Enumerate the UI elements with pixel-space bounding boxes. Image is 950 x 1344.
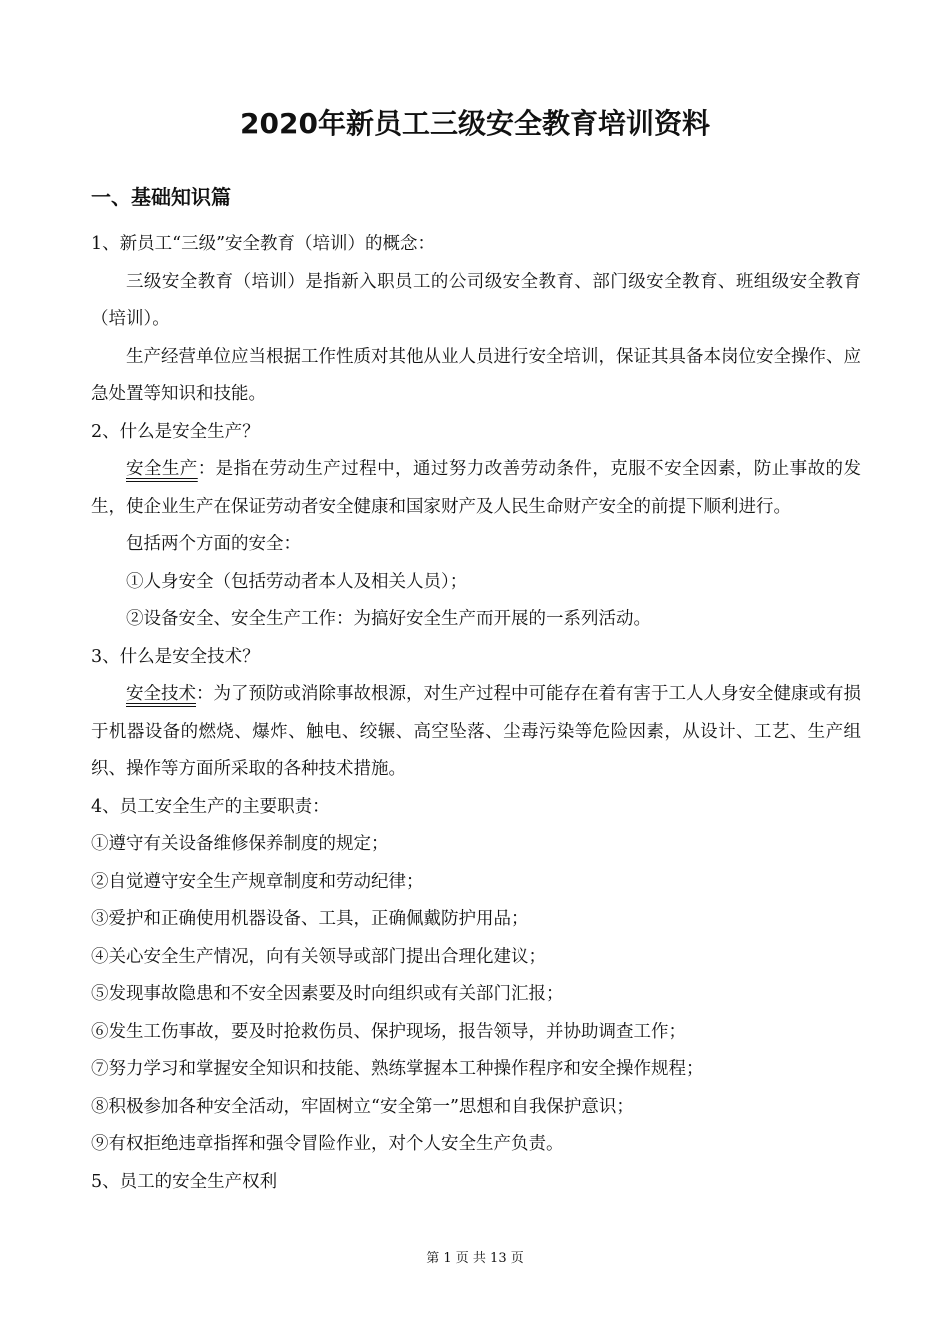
question-2-heading: 2、什么是安全生产？ [91, 421, 260, 442]
question-1-paragraph-2: 生产经营单位应当根据工作性质对其他从业人员进行安全培训，保证其具备本岗位安全操作、应急处置等知识和技能。 [91, 346, 861, 404]
duty-list-item: ①遵守有关设备维修保养制度的规定； [91, 834, 389, 854]
section-heading: 一、基础知识篇 [91, 185, 231, 209]
page-footer: 第 1 页 共 13 页 [426, 1251, 524, 1266]
duty-list-item: ②自觉遵守安全生产规章制度和劳动纪律； [91, 871, 424, 892]
duty-list-item: ⑥发生工伤事故，要及时抢救伤员、保护现场，报告领导，并协助调查工作； [91, 1021, 686, 1042]
duty-list-item: ⑦努力学习和掌握安全知识和技能、熟练掌握本工种操作程序和安全操作规程； [91, 1059, 704, 1079]
question-2-definition [91, 451, 861, 526]
duty-list-item: ⑤发现事故隐患和不安全因素要及时向组织或有关部门汇报； [91, 984, 564, 1004]
question-2-item: ①人身安全（包括劳动者本人及相关人员）； [126, 571, 468, 592]
question-3-definition-text: ：为了预防或消除事故根源，对生产过程中可能存在着有害于工人人身安全健康或有损于机器设备的燃烧、爆炸、触电、绞辗、高空坠落、尘毒污染等危险因素，从设计、工艺、生产组织、操作等方面所采取的各种技术措施。 [91, 684, 861, 779]
duty-list-item: ③爱护和正确使用机器设备、工具，正确佩戴防护用品； [91, 909, 529, 929]
term-safe-production: 安全生产 [126, 459, 198, 479]
duty-list-item: ④关心安全生产情况，向有关领导或部门提出合理化建议； [91, 946, 546, 967]
duty-list-item: ⑧积极参加各种安全活动，牢固树立“安全第一”思想和自我保护意识； [91, 1096, 634, 1117]
question-3-definition [91, 676, 861, 789]
question-4-heading: 4、员工安全生产的主要职责： [91, 796, 330, 817]
question-2-item: ②设备安全、安全生产工作：为搞好安全生产而开展的一系列活动。 [126, 609, 651, 629]
question-3-heading: 3、什么是安全技术？ [91, 646, 260, 667]
question-2-intro: 包括两个方面的安全： [126, 534, 301, 554]
duty-list-item: ⑨有权拒绝违章指挥和强令冒险作业，对个人安全生产负责。 [91, 1134, 564, 1154]
term-safety-technology: 安全技术 [126, 684, 196, 704]
question-1-paragraph-1: 三级安全教育（培训）是指新入职员工的公司级安全教育、部门级安全教育、班组级安全教育（培训）。 [91, 271, 861, 329]
document-title: 2020年新员工三级安全教育培训资料 [240, 107, 710, 140]
question-5-heading: 5、员工的安全生产权利 [91, 1171, 278, 1192]
question-1-heading: 1、新员工“三级”安全教育（培训）的概念： [91, 234, 436, 254]
question-2-definition-text: ：是指在劳动生产过程中，通过努力改善劳动条件，克服不安全因素，防止事故的发生，使企业生产在保证劳动者安全健康和国家财产及人民生命财产安全的前提下顺利进行。 [91, 459, 861, 517]
document-body [91, 226, 861, 1201]
